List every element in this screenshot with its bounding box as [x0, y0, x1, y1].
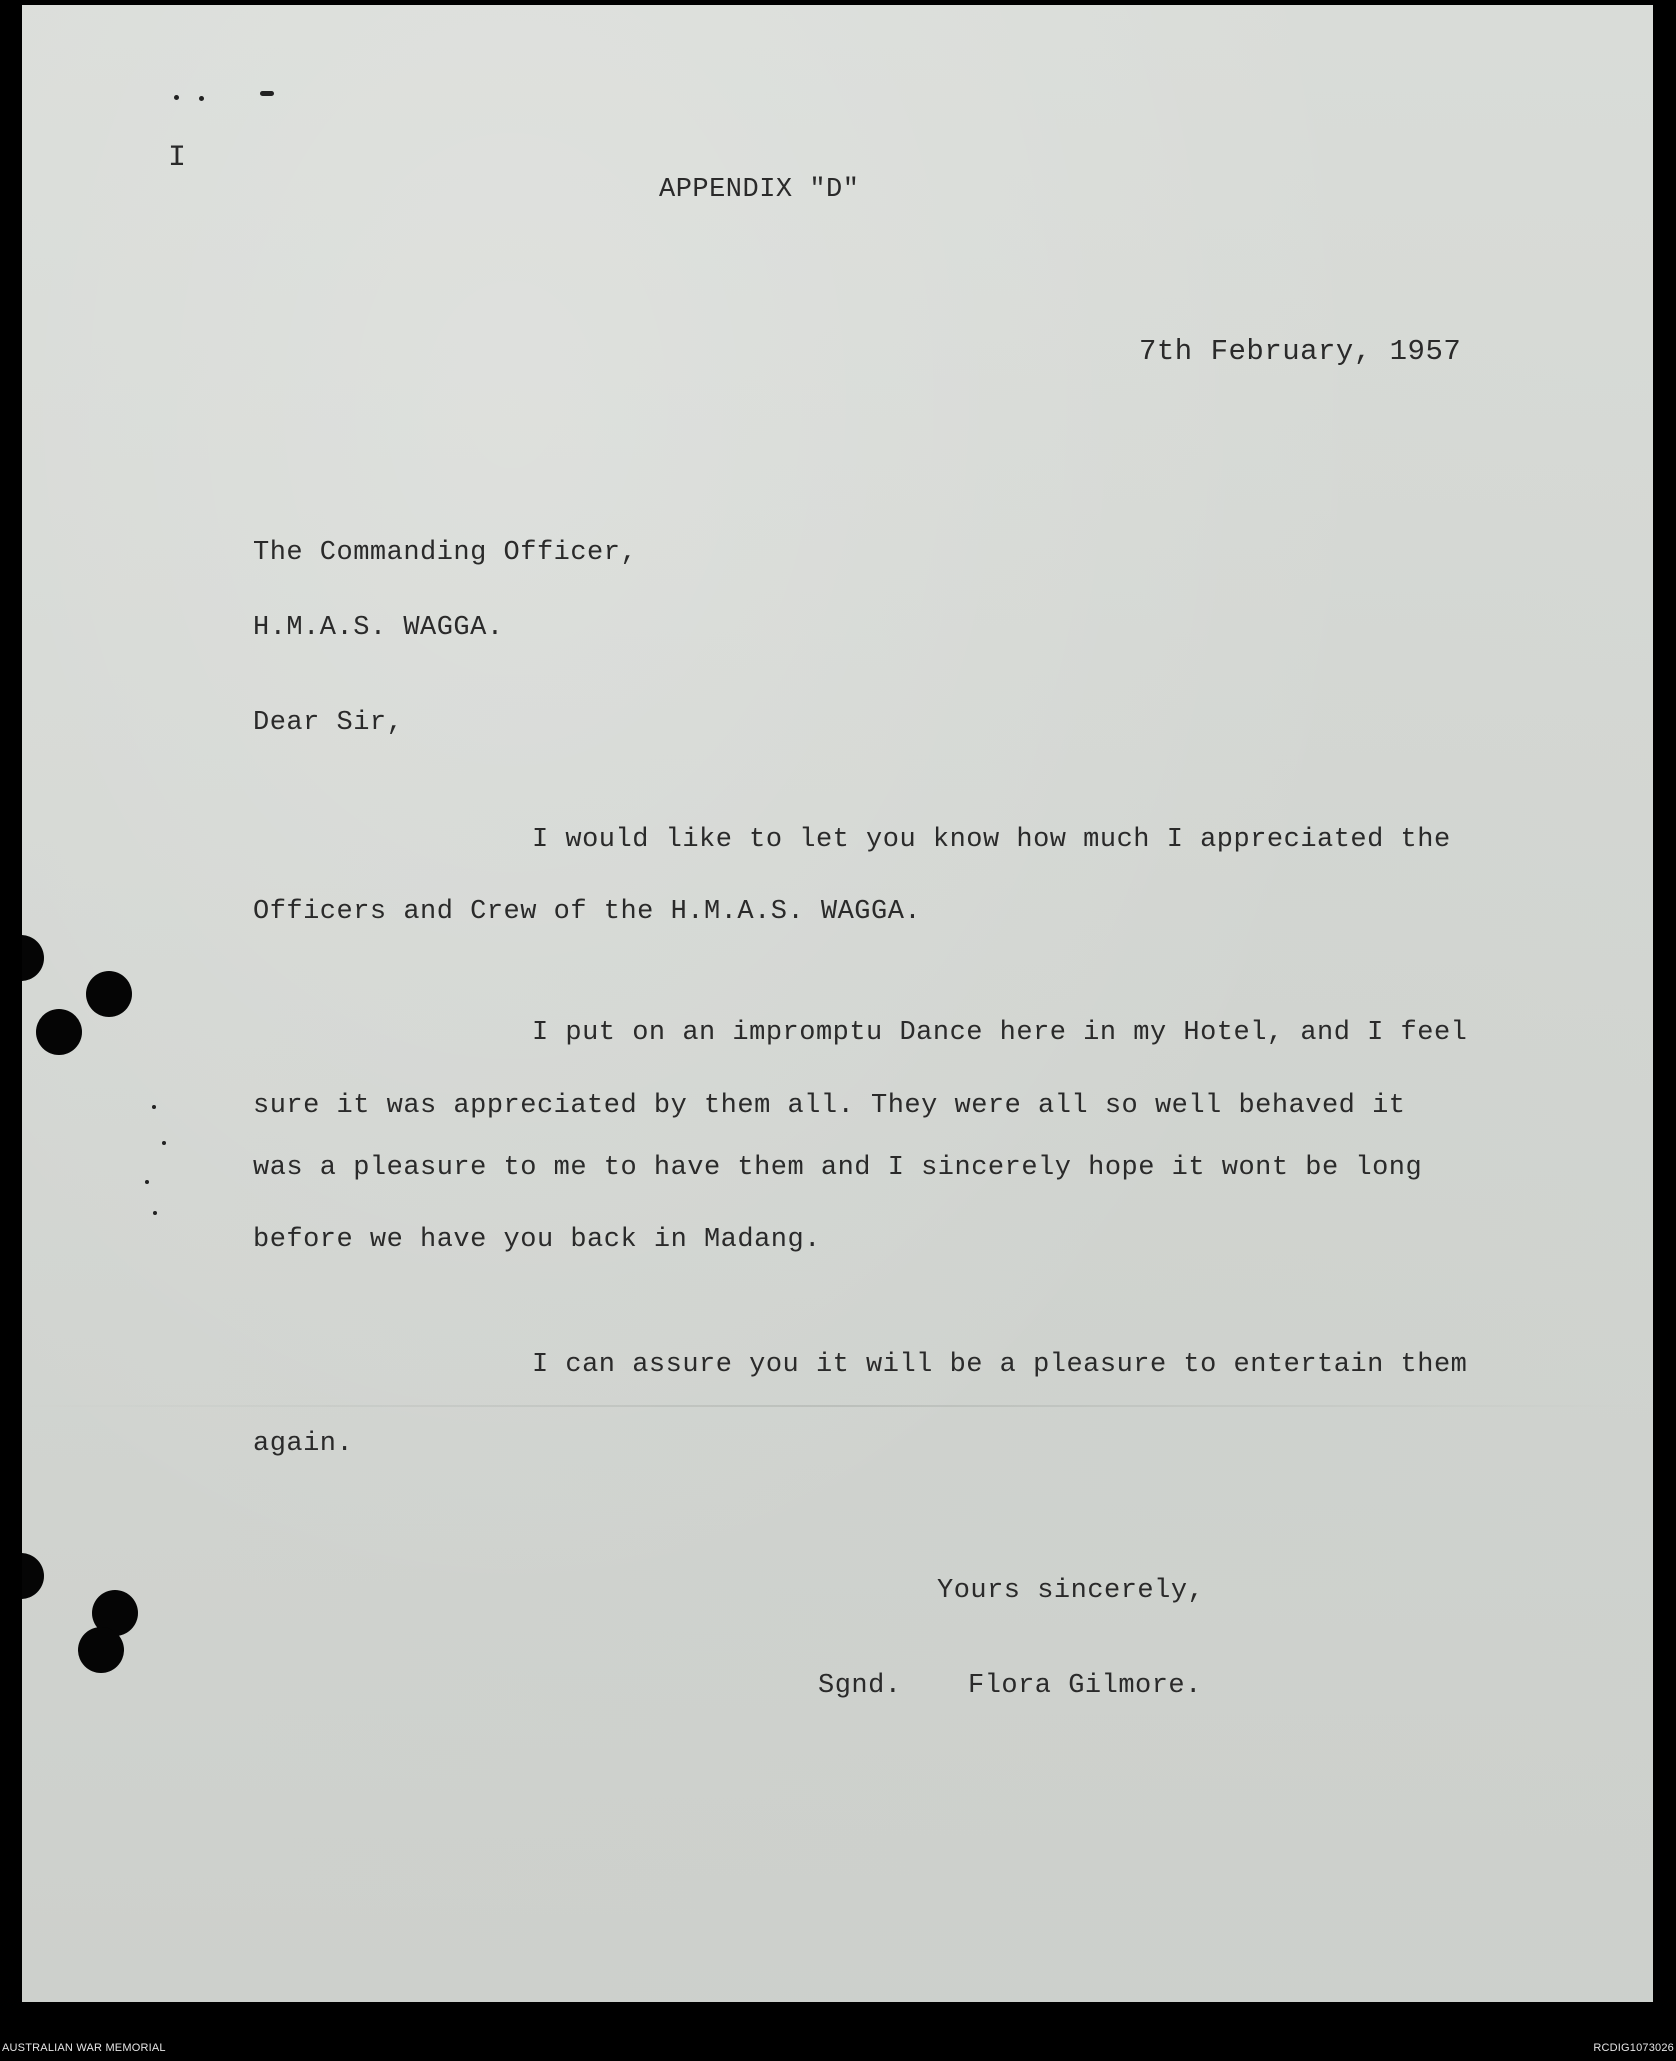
addressee-line-2: H.M.A.S. WAGGA. [253, 613, 504, 643]
paragraph-1-line-1: I would like to let you know how much I appreciated the [532, 825, 1451, 855]
ink-speck [199, 96, 204, 101]
salutation: Dear Sir, [253, 708, 404, 738]
paragraph-3-line-1: I can assure you it will be a pleasure to entertain them [532, 1350, 1468, 1380]
ink-speck [145, 1180, 149, 1184]
binder-hole [22, 1553, 44, 1599]
margin-mark: I [168, 141, 187, 175]
paper-fold-line [22, 1405, 1653, 1407]
signature-prefix: Sgnd. [818, 1671, 902, 1701]
paragraph-2-line-4: before we have you back in Madang. [253, 1225, 821, 1255]
paragraph-2-line-3: was a pleasure to me to have them and I sincerely hope it wont be long [253, 1153, 1423, 1183]
paragraph-2-line-1: I put on an impromptu Dance here in my Hotel, and I feel [532, 1018, 1468, 1048]
ink-speck [174, 95, 179, 100]
binder-hole [22, 935, 44, 981]
letter-page [22, 5, 1653, 2002]
binder-hole [78, 1627, 124, 1673]
letter-date: 7th February, 1957 [1139, 335, 1462, 368]
record-id: RCDIG1073026 [1593, 2042, 1674, 2054]
appendix-heading: APPENDIX "D" [659, 175, 860, 205]
archive-credit: AUSTRALIAN WAR MEMORIAL [2, 2042, 166, 2054]
binder-hole [86, 971, 132, 1017]
paragraph-1-line-2: Officers and Crew of the H.M.A.S. WAGGA. [253, 897, 922, 927]
paragraph-2-line-2: sure it was appreciated by them all. They were all so well behaved it [253, 1091, 1406, 1121]
binder-hole [36, 1009, 82, 1055]
closing: Yours sincerely, [937, 1576, 1205, 1606]
paragraph-3-line-2: again. [253, 1429, 354, 1459]
signature-name: Flora Gilmore. [968, 1671, 1202, 1701]
addressee-line-1: The Commanding Officer, [253, 538, 638, 568]
ink-speck [153, 1211, 157, 1215]
ink-speck [162, 1141, 166, 1145]
ink-speck [152, 1105, 156, 1109]
ink-speck [260, 91, 274, 96]
